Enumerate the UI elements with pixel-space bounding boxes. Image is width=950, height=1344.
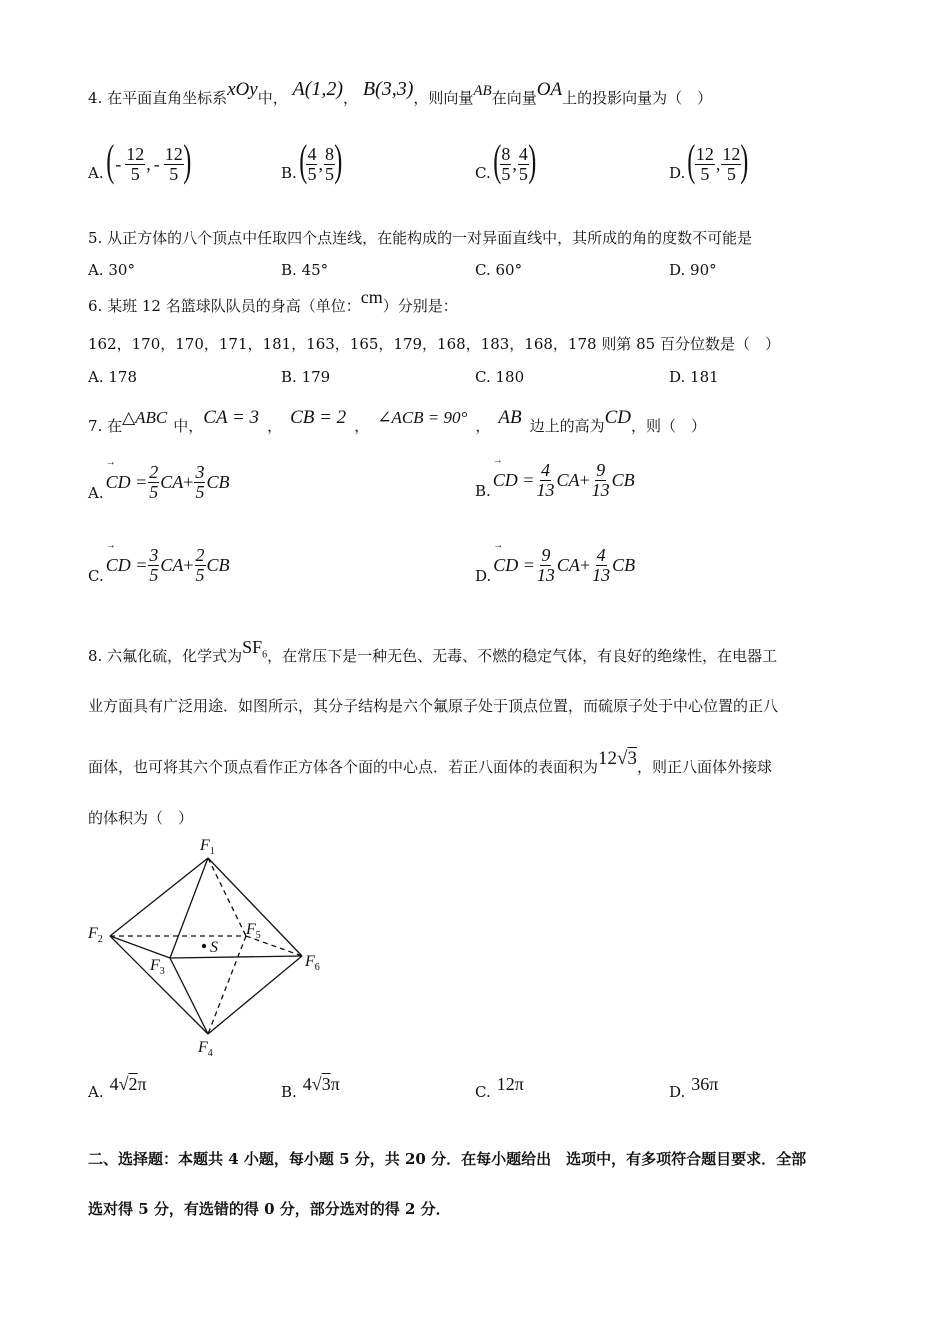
q7-sep: ，: [354, 417, 370, 435]
q4-frac-2-numerator: 12: [722, 143, 741, 164]
q4-frac-2: [164, 145, 184, 184]
q7-option-expression: [105, 539, 230, 585]
q4-text: 4. 在平面直角坐标系: [88, 89, 228, 107]
q7-vector-1: CA: [556, 554, 580, 575]
q4-frac-2-numerator: 8: [324, 143, 334, 164]
question-8-line-1: [88, 637, 778, 669]
left-paren: (: [105, 136, 114, 185]
sqrt-icon: √: [118, 1074, 129, 1094]
q7-angle: ∠ACB = 90°: [377, 408, 468, 427]
label-f4: $F_4$: [198, 1039, 213, 1059]
q8-option-label: A.: [88, 1083, 104, 1101]
q7-vector-1: CA: [556, 469, 580, 490]
q4-frac-1-numerator: 4: [307, 143, 317, 164]
q7-lhs: CD =: [492, 469, 535, 490]
q4-option-b[interactable]: [281, 136, 343, 186]
q7-lhs: CD =: [105, 554, 148, 575]
q8-root: 2: [128, 1074, 138, 1094]
q5-option-d[interactable]: [669, 261, 717, 279]
q7-option-label: B.: [475, 482, 491, 500]
sqrt-icon: √: [311, 1074, 322, 1094]
q8-option-c[interactable]: [475, 1074, 524, 1101]
q7-frac-2-denominator: 13: [591, 479, 610, 500]
right-paren: ): [334, 136, 343, 185]
q4-frac-1: [306, 145, 317, 184]
q7-triangle: △ABC: [122, 408, 168, 427]
q4-sep: ，: [343, 89, 359, 107]
q7-frac-1: [535, 461, 555, 500]
q7-frac-2-numerator: 3: [195, 461, 205, 482]
q6-option-value: 181: [690, 368, 719, 386]
edge-f3-f6: [170, 956, 302, 958]
q7-text: 中，: [173, 417, 204, 435]
q4-vector-ab: AB: [473, 83, 492, 99]
q7-frac-1: [148, 546, 159, 585]
q4-text: 上的投影向量为（ ）: [562, 89, 713, 107]
q7-vector-2: CB: [206, 554, 230, 575]
question-6-data: 162，170，170，171，181，163，165，179，168，183，168，178 则第 85 百分位数是（ ）: [88, 335, 780, 353]
q7-op: +: [579, 469, 590, 490]
q6-option-label: B.: [281, 368, 302, 386]
q7-op: +: [579, 554, 591, 575]
q4-frac-2-numerator: 4: [518, 143, 528, 164]
q4-frac-1-denominator: 5: [307, 163, 317, 184]
comma: ,: [715, 153, 721, 174]
q7-option-label: A.: [88, 484, 104, 502]
q7-text: ，则（ ）: [630, 417, 706, 435]
q7-option-expression: [492, 454, 635, 500]
edge-f2-f3: [110, 936, 170, 958]
q7-ca: CA = 3: [203, 407, 260, 428]
q7-option-a[interactable]: [88, 456, 230, 502]
q4-point-a: A(1,2): [292, 78, 344, 100]
q4-frac-2-denominator: 5: [169, 163, 179, 184]
q8-tail: π: [330, 1074, 340, 1094]
q7-vector-1: CA: [160, 554, 184, 575]
edge-f3-f4: [170, 958, 208, 1034]
q7-option-d[interactable]: [475, 539, 636, 585]
vector-arrow-icon: →: [105, 456, 116, 468]
comma: ,: [512, 153, 517, 174]
question-7-stem: [88, 407, 706, 437]
q7-frac-2-denominator: 5: [195, 481, 205, 502]
sign: -: [153, 153, 160, 174]
left-paren: (: [299, 136, 308, 185]
label-f1: $F_1$: [200, 837, 215, 857]
q4-option-a[interactable]: [88, 136, 192, 186]
octahedron-figure: [80, 830, 340, 1060]
q5-option-c[interactable]: [475, 261, 522, 279]
question-4-stem: [88, 78, 713, 109]
q5-option-label: C.: [475, 261, 496, 279]
q7-vector-2: CB: [611, 469, 635, 490]
q6-option-label: C.: [475, 368, 496, 386]
q7-option-b[interactable]: [475, 454, 635, 500]
q4-frac-2-numerator: 12: [164, 143, 183, 164]
edge-f2-f4: [110, 936, 208, 1034]
label-s: S: [210, 939, 218, 956]
q8-text: 8. 六氟化硫，化学式为: [88, 647, 243, 665]
q8-coef: 4: [109, 1074, 119, 1094]
q6-text: ）分别是：: [382, 297, 458, 315]
q4-frac-2-denominator: 5: [518, 163, 528, 184]
q8-text: ，在常压下是一种无色、无毒、不燃的稳定气体，有良好的绝缘性，在电器工: [267, 647, 778, 665]
q8-area-root: 3: [627, 748, 637, 769]
q7-frac-1-denominator: 5: [149, 481, 159, 502]
question-8-line-2: 业方面具有广泛用途．如图所示，其分子结构是六个氟原子处于顶点位置，而硫原子处于中心位置的正八: [88, 697, 779, 715]
q6-option-value: 178: [108, 368, 138, 386]
q4-vector-oa: OA: [536, 79, 563, 100]
q5-option-label: B.: [281, 261, 302, 279]
q4-option-d[interactable]: [669, 136, 749, 186]
q8-coef: 12π: [496, 1074, 524, 1094]
label-f2: $F_2$: [88, 925, 103, 945]
q8-text: ，则正八面体外接球: [636, 758, 772, 776]
q6-option-d[interactable]: [669, 368, 719, 386]
q4-frac-1: [695, 145, 715, 184]
q7-frac-1-denominator: 13: [536, 564, 555, 585]
q7-frac-2-denominator: 13: [592, 564, 611, 585]
right-paren: ): [740, 136, 749, 185]
left-paren: (: [687, 136, 696, 185]
q8-option-value: [497, 1074, 524, 1095]
vector-arrow-icon: →: [493, 539, 504, 551]
q4-frac-1-denominator: 5: [700, 163, 710, 184]
q8-formula-sub: 6: [262, 649, 268, 661]
q4-option-vector: [105, 136, 192, 186]
edge-f1-f6: [208, 858, 302, 956]
q8-option-label: B.: [281, 1083, 297, 1101]
q7-frac-1: [148, 463, 159, 502]
q8-option-label: D.: [669, 1083, 686, 1101]
q5-option-value: 45°: [301, 261, 329, 279]
q8-text: 面体，也可将其六个顶点看作正方体各个面的中心点．若正八面体的表面积为: [88, 758, 599, 776]
q4-option-vector: [493, 136, 537, 186]
q7-text: 边上的高为: [529, 417, 605, 435]
q7-vector-1: CA: [160, 471, 184, 492]
q4-frac-1: [125, 145, 145, 184]
question-8-line-4: 的体积为（ ）: [88, 809, 194, 827]
q6-option-label: D.: [669, 368, 691, 386]
q7-text: 7. 在: [88, 417, 123, 435]
q8-coef: 36π: [691, 1074, 719, 1094]
q7-option-expression: [105, 456, 230, 502]
q7-ab: AB: [498, 407, 522, 428]
q7-lhs: CD =: [493, 554, 535, 575]
q7-op: +: [183, 471, 194, 492]
q7-option-c[interactable]: [88, 539, 230, 585]
q7-sep: ，: [475, 417, 491, 435]
q5-option-value: 60°: [495, 261, 523, 279]
right-paren: ): [528, 136, 537, 185]
q8-area-coef: 12: [598, 748, 618, 769]
q7-frac-2: [194, 463, 205, 502]
sign: -: [115, 153, 122, 174]
q7-frac-2-denominator: 5: [195, 564, 205, 585]
comma: ,: [318, 153, 323, 174]
label-f5: $F_5$: [246, 921, 261, 941]
q4-frac-1-numerator: 12: [126, 143, 145, 164]
q5-option-value: 30°: [108, 261, 135, 279]
vector-arrow-icon: →: [492, 454, 503, 466]
q7-frac-2-numerator: 9: [596, 459, 606, 480]
q4-frac-1-denominator: 5: [130, 163, 140, 184]
center-point-s: [202, 944, 206, 948]
comma: ,: [146, 153, 151, 174]
q7-frac-2-numerator: 2: [195, 544, 205, 565]
q6-option-value: 179: [301, 368, 331, 386]
q4-option-vector: [299, 136, 343, 186]
label-f6: $F_6$: [305, 953, 320, 973]
q8-option-a[interactable]: [88, 1074, 147, 1101]
q5-option-label: A.: [88, 261, 109, 279]
q7-frac-2: [591, 546, 611, 585]
q8-tail: π: [137, 1074, 147, 1094]
q4-frac-2-denominator: 5: [324, 163, 334, 184]
q4-option-label: C.: [475, 164, 491, 182]
q4-option-c[interactable]: [475, 136, 537, 186]
q7-vector-2: CB: [612, 554, 636, 575]
q4-option-vector: [687, 136, 749, 186]
label-f3: $F_3$: [150, 957, 165, 977]
q6-text: 6. 某班 12 名篮球队队员的身高（单位：: [88, 297, 361, 315]
q5-option-b[interactable]: [281, 261, 328, 279]
q7-frac-2: [195, 546, 206, 585]
q8-option-d[interactable]: [669, 1074, 719, 1101]
question-6-stem: [88, 287, 458, 316]
q8-coef: 4: [302, 1074, 312, 1094]
q7-vector-2: CB: [206, 471, 230, 492]
q7-frac-1-denominator: 13: [536, 479, 555, 500]
q7-frac-1-numerator: 9: [541, 544, 551, 565]
left-paren: (: [493, 136, 502, 185]
edge-f1-f5: [208, 858, 246, 936]
q7-sep: ，: [267, 417, 283, 435]
q4-option-label: A.: [88, 164, 104, 182]
q7-frac-2-numerator: 4: [596, 544, 606, 565]
q4-frac-1-numerator: 8: [501, 143, 511, 164]
q5-option-a[interactable]: [88, 261, 135, 279]
vector-arrow-icon: →: [105, 539, 116, 551]
q4-text: 在向量: [491, 89, 537, 107]
q8-option-value: [110, 1074, 147, 1095]
q7-frac-1-numerator: 4: [540, 459, 550, 480]
question-5-stem: 5. 从正方体的八个顶点中任取四个点连线，在能构成的一对异面直线中，其所成的角的度数不可能是: [88, 229, 753, 247]
q8-formula: [242, 637, 268, 661]
q6-option-a[interactable]: [88, 368, 137, 386]
q8-option-value: [691, 1074, 718, 1095]
q4-frac-1-numerator: 12: [695, 143, 714, 164]
q7-frac-1-numerator: 2: [149, 461, 159, 482]
q7-frac-2: [591, 461, 611, 500]
edge-f6-f4: [208, 956, 302, 1034]
q4-frac-2: [721, 145, 741, 184]
q7-cd: CD: [604, 407, 631, 428]
q4-frac-1: [500, 145, 511, 184]
q5-option-value: 90°: [690, 261, 717, 279]
q8-formula-base: SF: [242, 637, 263, 657]
q7-frac-1-numerator: 3: [149, 544, 159, 565]
q8-area-value: 12√3: [598, 748, 637, 769]
q6-option-c[interactable]: [475, 368, 524, 386]
right-paren: ): [183, 136, 192, 185]
q8-option-label: C.: [475, 1083, 491, 1101]
q7-frac-1: [536, 546, 556, 585]
q4-option-label: B.: [281, 164, 297, 182]
q4-frac-1-denominator: 5: [501, 163, 511, 184]
q5-option-label: D.: [669, 261, 691, 279]
q7-lhs: CD =: [105, 471, 148, 492]
q4-text: 中，: [257, 89, 288, 107]
q6-unit: cm: [360, 287, 383, 307]
q7-option-expression: [493, 539, 636, 585]
edge-f5-f6: [246, 936, 302, 956]
q8-root: 3: [321, 1074, 331, 1094]
q8-option-b[interactable]: [281, 1074, 340, 1101]
q8-option-value: [303, 1074, 340, 1095]
q4-frac-2: [324, 145, 335, 184]
q6-option-value: 180: [495, 368, 525, 386]
q7-op: +: [183, 554, 194, 575]
q7-option-label: D.: [475, 567, 492, 585]
q7-option-label: C.: [88, 567, 104, 585]
q4-coordinate-system: xOy: [227, 79, 258, 100]
section-2-heading-line-2: 选对得 5 分，有选错的得 0 分，部分选对的得 2 分．: [88, 1200, 451, 1218]
q4-frac-2: [518, 145, 529, 184]
q7-frac-1-denominator: 5: [149, 564, 159, 585]
q4-text: ，则向量: [413, 89, 474, 107]
question-8-line-3: [88, 748, 772, 778]
q4-option-label: D.: [669, 164, 686, 182]
q6-option-b[interactable]: [281, 368, 330, 386]
q4-point-b: B(3,3): [362, 78, 414, 100]
q6-option-label: A.: [88, 368, 109, 386]
q7-cb: CB = 2: [290, 407, 347, 428]
q4-frac-2-denominator: 5: [726, 163, 736, 184]
section-2-heading-line-1: 二、选择题：本题共 4 小题，每小题 5 分，共 20 分．在每小题给出 选项中，有多项符合题目要求．全部: [88, 1150, 807, 1168]
